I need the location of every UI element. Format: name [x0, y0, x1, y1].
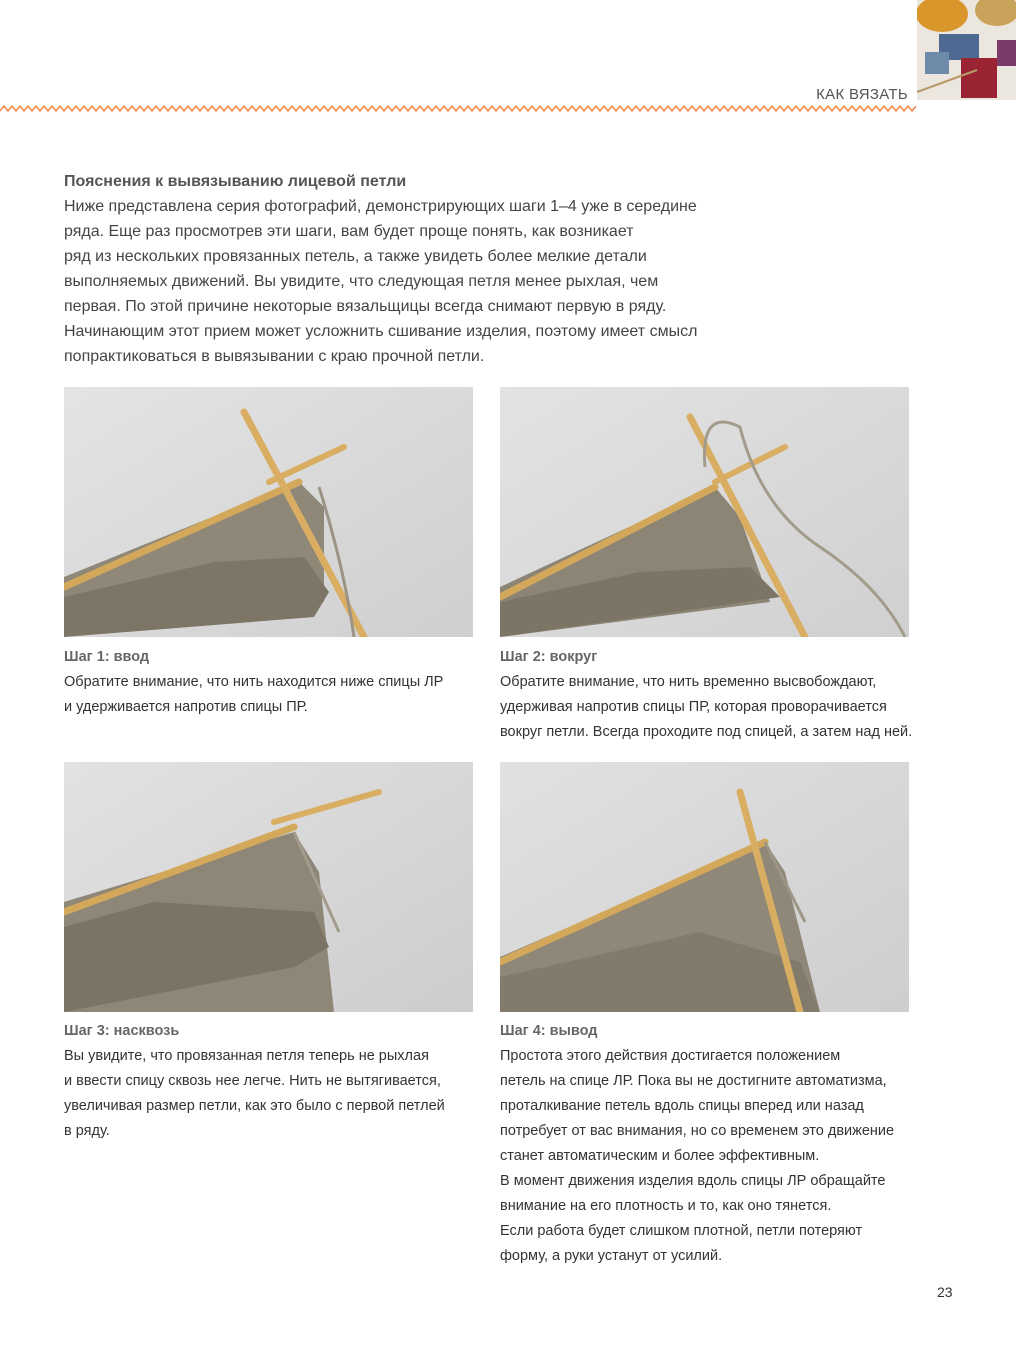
intro-title: Пояснения к вывязыванию лицевой петли [64, 173, 407, 190]
intro-line: ряда. Еще раз просмотрев эти шаги, вам будет проще понять, как возникает [64, 223, 634, 240]
step-2-photo [500, 387, 909, 637]
step-4-text: Простота этого действия достигается положением петель на спице ЛР. Пока вы не достигните автоматизма, проталкивание петель вдоль спицы вперед или назад потребует от вас внимания, но со временем это движение станет автоматическим и более эффективным. В момент движения изделия вдоль спицы ЛР обращайте внимание на его плотность и то, как оно тянется. Если работа будет слишком плотной, петли потеряют форму, а руки устанут от усилий. [500, 1048, 895, 1264]
corner-yarn-photo [917, 0, 1016, 100]
intro-line: Начинающим этот прием может усложнить сшивание изделия, поэтому имеет смысл [64, 323, 698, 340]
step-2-caption [500, 645, 920, 745]
intro-block [64, 170, 784, 369]
step-4-caption [500, 1019, 920, 1269]
intro-line: попрактиковаться в вывязывании с краю прочной петли. [64, 348, 485, 365]
step-3-title: Шаг 3: насквозь [64, 1023, 180, 1039]
intro-line: ряд из нескольких провязанных петель, а также увидеть более мелкие детали [64, 248, 647, 265]
step-2-text: Обратите внимание, что нить временно высвобождают, удерживая напротив спицы ПР, которая проворачивается вокруг петли. Всегда проходите под спицей, а затем над ней. [500, 674, 913, 740]
step-1-caption [64, 645, 484, 720]
step-1-photo [64, 387, 473, 637]
step-2-title: Шаг 2: вокруг [500, 649, 598, 665]
step-1-text: Обратите внимание, что нить находится ниже спицы ЛР и удерживается напротив спицы ПР. [64, 674, 444, 715]
step-1-title: Шаг 1: ввод [64, 649, 150, 665]
zigzag-divider [0, 103, 916, 115]
intro-paragraph [64, 194, 784, 369]
step-4-photo [500, 762, 909, 1012]
step-3-photo [64, 762, 473, 1012]
page-number: 23 [937, 1284, 953, 1300]
section-label: КАК ВЯЗАТЬ [816, 86, 908, 103]
intro-line: Ниже представлена серия фотографий, демонстрирующих шаги 1–4 уже в середине [64, 198, 697, 215]
step-3-caption [64, 1019, 484, 1144]
intro-line: первая. По этой причине некоторые вязальщицы всегда снимают первую в ряду. [64, 298, 667, 315]
step-4-title: Шаг 4: вывод [500, 1023, 598, 1039]
intro-line: выполняемых движений. Вы увидите, что следующая петля менее рыхлая, чем [64, 273, 659, 290]
step-3-text: Вы увидите, что провязанная петля теперь не рыхлая и ввести спицу сквозь нее легче. Нить не вытягивается, увеличивая размер петли, как это было с первой петлей в ряду. [64, 1048, 445, 1139]
